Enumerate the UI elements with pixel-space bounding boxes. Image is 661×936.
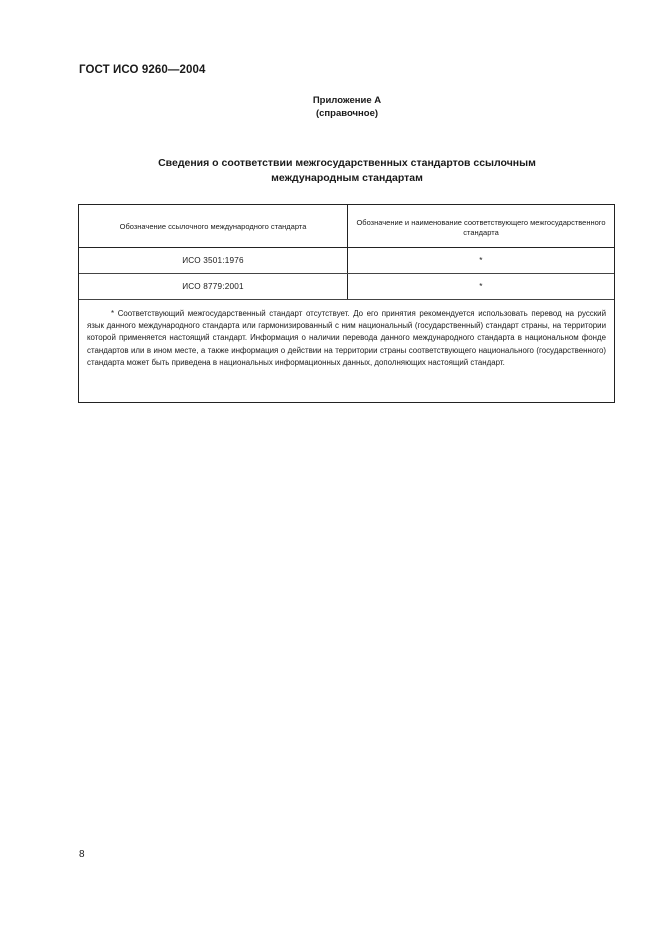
appendix-type: (справочное) bbox=[315, 108, 379, 119]
document-code: ГОСТ ИСО 9260—2004 bbox=[79, 64, 206, 76]
table-row-2-interstate: * bbox=[479, 281, 483, 291]
title-line-1: Сведения о соответствии межгосударственных стандартов ссылочным bbox=[158, 157, 536, 169]
appendix-title bbox=[0, 156, 661, 186]
column-header-interstate: Обозначение и наименование соответствующего межгосударственного стандарта bbox=[356, 217, 606, 237]
standards-correspondence-table bbox=[78, 204, 615, 403]
page-number: 8 bbox=[79, 849, 85, 860]
column-header-international: Обозначение ссылочного международного стандарта bbox=[119, 221, 307, 231]
footnote-divider bbox=[79, 299, 614, 300]
header-divider bbox=[79, 247, 614, 248]
table-row-1-interstate: * bbox=[479, 256, 483, 265]
table-row-2-international: ИСО 8779:2001 bbox=[182, 281, 244, 291]
table-row-1-international: ИСО 3501:1976 bbox=[182, 256, 244, 265]
table-footnote bbox=[87, 308, 606, 369]
appendix-heading bbox=[0, 94, 661, 120]
appendix-label: Приложение А bbox=[312, 95, 382, 106]
title-line-2: международным стандартам bbox=[271, 172, 423, 184]
footnote-text: * Соответствующий межгосударственный стандарт отсутствует. До его принятия рекомендуется использовать перевод на русский язык данного международного стандарта или гармонизированный с ним национальный (государственный) стандарт страны, на территории которой применяется настоящий стандарт. Информация о наличии перевода данного международного стандарта в национальном фонде стандартов или в ином месте, а также информация о действии на территории страны соответствующего национального (государственного) стандарта может быть приведена в национальных информационных данных, дополняющих настоящий стандарт. bbox=[87, 309, 606, 367]
